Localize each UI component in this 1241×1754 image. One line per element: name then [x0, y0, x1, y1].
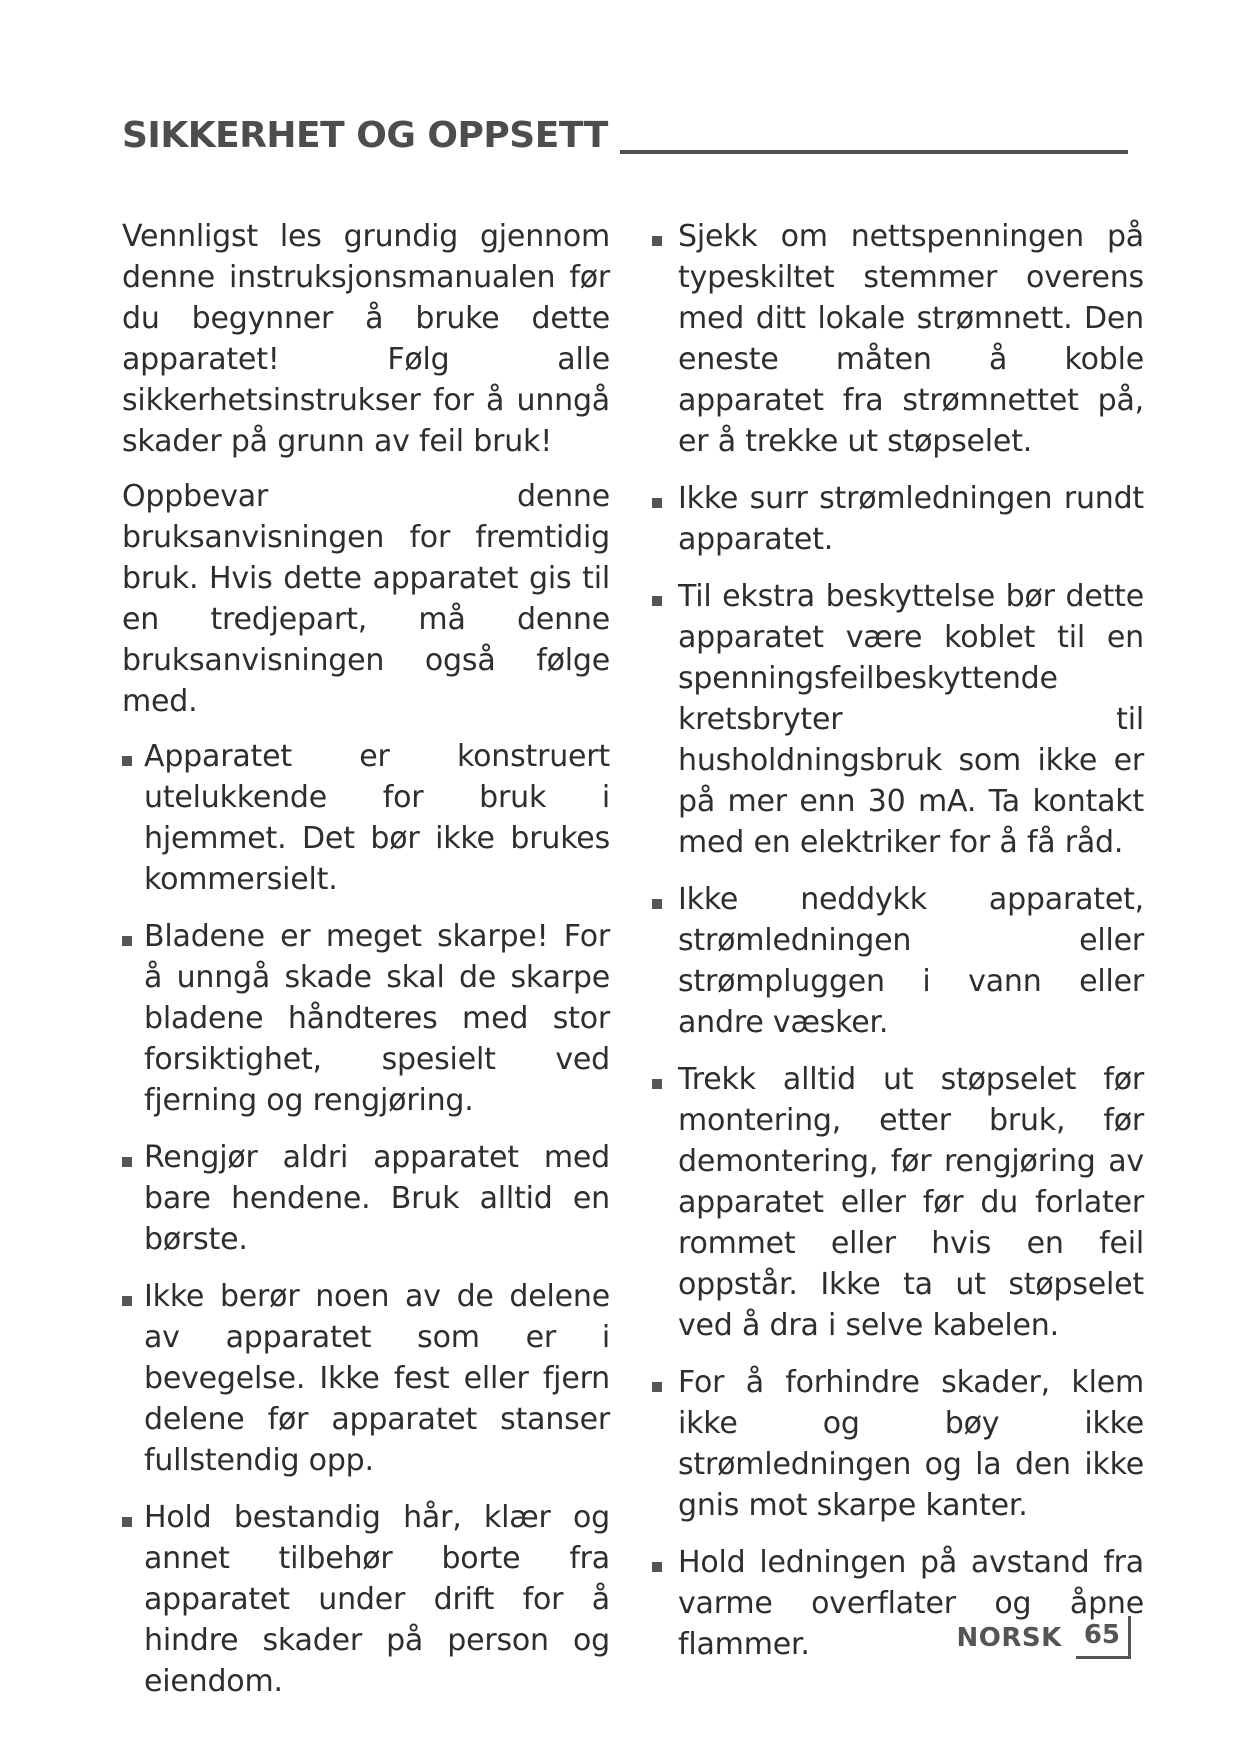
- square-bullet-icon: [652, 596, 662, 606]
- list-item: [652, 1362, 1144, 1526]
- list-item-text: Ikke surr strømledningen rundt apparatet.: [678, 481, 1144, 557]
- list-item-text: Ikke berør noen av de delene av apparatet som er i bevegelse. Ikke fest eller fjern delene før apparatet stanser fullstendig opp.: [144, 1279, 610, 1478]
- list-item: [122, 916, 610, 1121]
- list-item: [652, 216, 1144, 462]
- page-title: SIKKERHET OG OPPSETT: [122, 115, 608, 156]
- square-bullet-icon: [652, 1382, 662, 1392]
- square-bullet-icon: [652, 1562, 662, 1572]
- list-item-text: Hold bestandig hår, klær og annet tilbehør borte fra apparatet under drift for å hindre skader på person og eiendom.: [144, 1500, 610, 1699]
- square-bullet-icon: [122, 1157, 132, 1167]
- page-number: 65: [1076, 1616, 1131, 1659]
- list-item: [122, 1276, 610, 1481]
- list-item: [122, 1137, 610, 1260]
- list-item: [122, 1497, 610, 1702]
- list-item-text: Til ekstra beskyttelse bør dette apparatet være koblet til en spenningsfeilbeskyttende kretsbryter til husholdningsbruk som ikke er på mer enn 30 mA. Ta kontakt med en elektriker for å få råd.: [678, 579, 1144, 860]
- square-bullet-icon: [122, 936, 132, 946]
- list-item-text: Apparatet er konstruert utelukkende for bruk i hjemmet. Det bør ikke brukes kommersielt.: [144, 739, 610, 897]
- intro-paragraph: Vennligst les grundig gjennom denne instruksjonsmanualen før du begynner å bruke dette apparatet! Følg alle sikkerhetsinstrukser for å unngå skader på grunn av feil bruk!: [122, 219, 610, 459]
- square-bullet-icon: [652, 236, 662, 246]
- right-column: [652, 216, 1144, 1681]
- language-label: NORSK: [956, 1622, 1062, 1653]
- list-item: [652, 478, 1144, 560]
- title-rule: [620, 150, 1128, 154]
- section-header: [122, 115, 1128, 156]
- list-item: [652, 1059, 1144, 1346]
- square-bullet-icon: [652, 899, 662, 909]
- list-item-text: For å forhindre skader, klem ikke og bøy ikke strømledningen og la den ikke gnis mot skarpe kanter.: [678, 1365, 1144, 1523]
- page-footer: [957, 1616, 1131, 1659]
- list-item-text: Rengjør aldri apparatet med bare hendene. Bruk alltid en børste.: [144, 1140, 610, 1257]
- list-item-text: Ikke neddykk apparatet, strømledningen eller strømpluggen i vann eller andre væsker.: [678, 882, 1144, 1040]
- right-bullet-list: [652, 216, 1144, 1665]
- square-bullet-icon: [122, 1517, 132, 1527]
- list-item: [652, 576, 1144, 863]
- list-item-text: Trekk alltid ut støpselet før montering, etter bruk, før demontering, før rengjøring av apparatet eller før du forlater rommet eller hvis en feil oppstår. Ikke ta ut støpselet ved å dra i selve kabelen.: [678, 1062, 1144, 1343]
- list-item: [652, 879, 1144, 1043]
- list-item-text: Hold ledningen på avstand fra varme overflater og åpne flammer.: [678, 1545, 1144, 1662]
- list-item-text: Sjekk om nettspenningen på typeskiltet stemmer overens med ditt lokale strømnett. Den eneste måten å koble apparatet fra strømnettet på, er å trekke ut støpselet.: [678, 219, 1144, 459]
- square-bullet-icon: [122, 1296, 132, 1306]
- square-bullet-icon: [652, 498, 662, 508]
- storage-paragraph: Oppbevar denne bruksanvisningen for fremtidig bruk. Hvis dette apparatet gis til en tredjepart, må denne bruksanvisningen også følge med.: [122, 479, 610, 719]
- square-bullet-icon: [652, 1079, 662, 1089]
- list-item: [122, 736, 610, 900]
- square-bullet-icon: [122, 756, 132, 766]
- list-item-text: Bladene er meget skarpe! For å unngå skade skal de skarpe bladene håndteres med stor forsiktighet, spesielt ved fjerning og rengjøring.: [144, 919, 610, 1118]
- left-bullet-list: [122, 736, 610, 1702]
- left-column: [122, 216, 610, 1718]
